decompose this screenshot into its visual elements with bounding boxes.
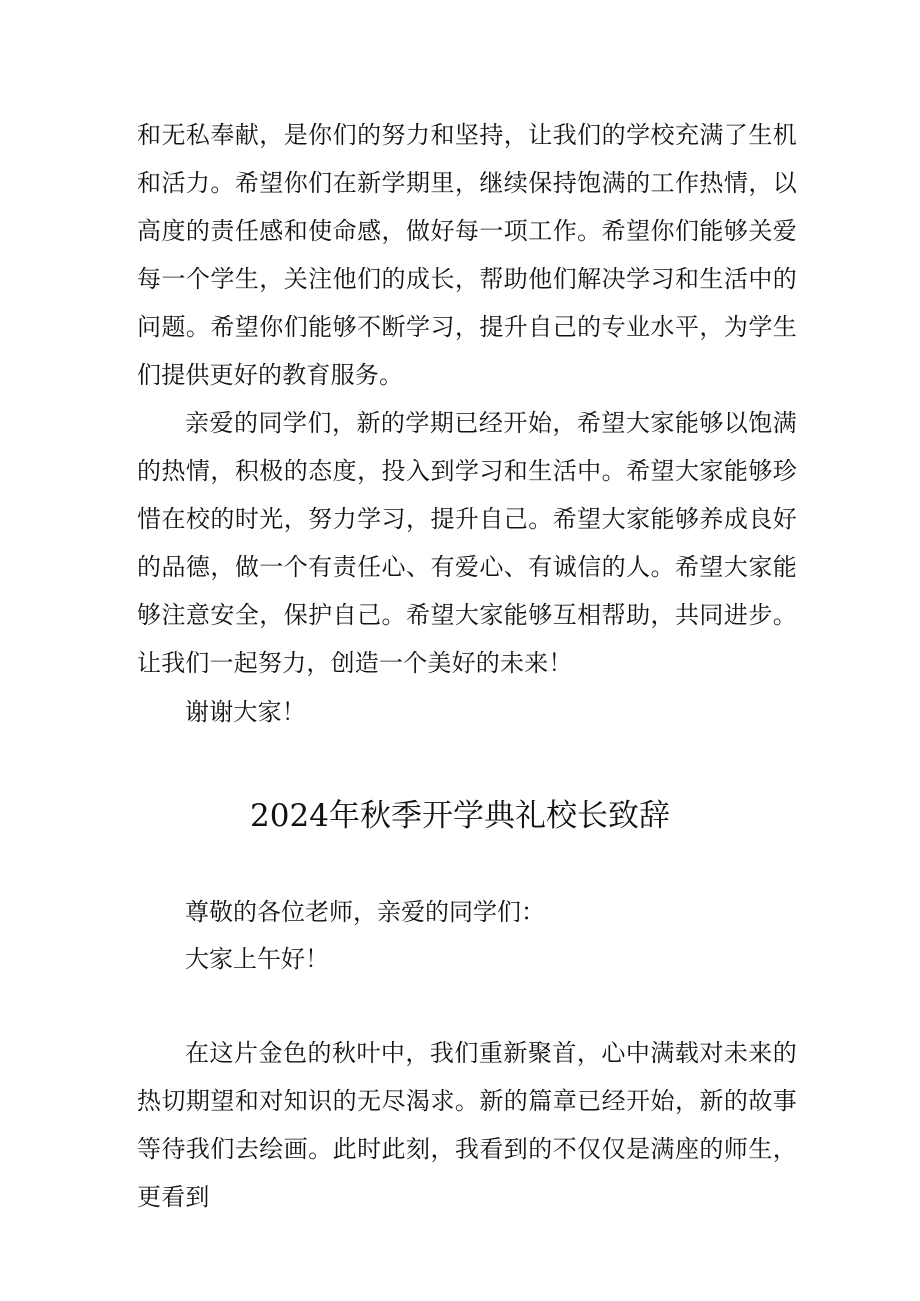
continuation-paragraph-students: 亲爱的同学们，新的学期已经开始，希望大家能够以饱满的热情，积极的态度，投入到学习和生活中。希望大家能够珍惜在校的时光，努力学习，提升自己。希望大家能够养成良好的品德，做一个有责任心、有爱心、有诚信的人。希望大家能够注意安全，保护自己。希望大家能够互相帮助，共同进步。让我们一起努力，创造一个美好的未来！ [137, 409, 797, 677]
closing-thanks: 谢谢大家！ [185, 698, 306, 726]
closing-block [137, 688, 797, 736]
new-speech-body [137, 1029, 797, 1221]
opening-paragraph: 在这片金色的秋叶中，我们重新聚首，心中满载对未来的热切期望和对知识的无尽渴求。新的篇章已经开始，新的故事等待我们去绘画。此时此刻，我看到的不仅仅是满座的师生，更看到 [137, 1039, 797, 1211]
continuation-paragraph-teachers: 和无私奉献，是你们的努力和坚持，让我们的学校充满了生机和活力。希望你们在新学期里，继续保持饱满的工作热情，以高度的责任感和使命感，做好每一项工作。希望你们能够关爱每一个学生，关注他们的成长，帮助他们解决学习和生活中的问题。希望你们能够不断学习，提升自己的专业水平，为学生们提供更好的教育服务。 [137, 121, 797, 389]
previous-speech-body [137, 111, 797, 687]
speech-salutation: 尊敬的各位老师，亲爱的同学们： [185, 898, 545, 926]
speech-greeting: 大家上午好！ [185, 945, 329, 973]
speech-title: 2024年秋季开学典礼校长致辞 [250, 798, 670, 834]
